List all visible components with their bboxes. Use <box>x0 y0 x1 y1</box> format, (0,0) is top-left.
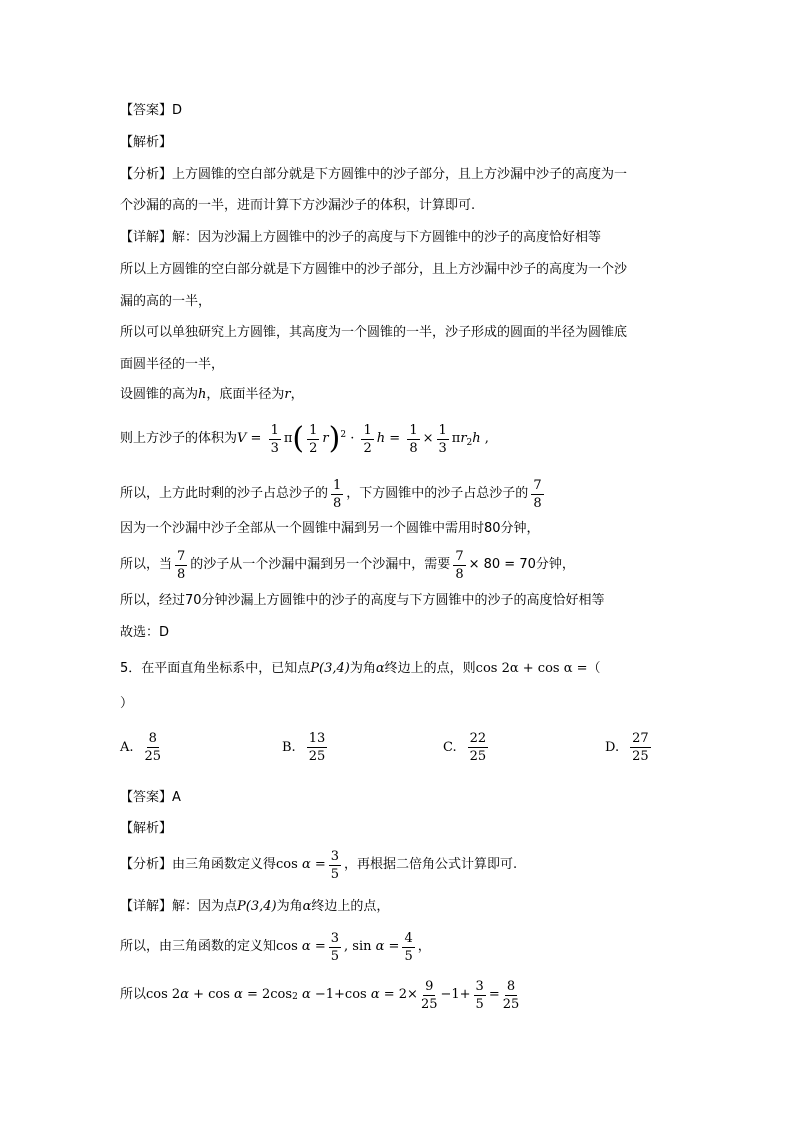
q5-cos-def: cos α = $\frac{3}{5}$ <box>276 848 340 882</box>
option-a-label: A. <box>120 740 134 755</box>
fraction-one-eighth: $\frac{1}{8}$ <box>333 477 342 511</box>
q5-detail-alpha: α <box>302 899 312 914</box>
q5-point: P(3,4) <box>310 661 350 676</box>
detail-text-1: 解：因为沙漏上方圆锥中的沙子的高度与下方圆锥中的沙子的高度恰好相等 <box>172 230 602 245</box>
q5-detail-tag: 【详解】 <box>120 899 173 914</box>
q5-stem-c: 终边上的点，则 <box>384 661 476 676</box>
detail-text-10a: 所以，当 <box>120 557 173 572</box>
option-d-fraction: $\frac{27}{25}$ <box>632 731 649 764</box>
var-h: h <box>198 387 207 402</box>
analysis-text-1: 上方圆锥的空白部分就是下方圆锥中的沙子部分，且上方沙漏中沙子的高度为一 <box>172 167 628 182</box>
q5-paren-close: ） <box>120 696 134 711</box>
q5-stem-a: 5．在平面直角坐标系中，已知点 <box>120 661 311 676</box>
detail-text-6a: 设圆锥的高为 <box>120 387 199 402</box>
detail-line-6 <box>120 386 304 404</box>
detail-text-6b: ，底面半径为 <box>206 387 285 402</box>
option-c-fraction: $\frac{22}{25}$ <box>469 731 487 764</box>
q5-paren-open: （ <box>587 661 601 676</box>
detail-line-3: 漏的高的一半， <box>120 294 212 309</box>
q5-analysis-tag: 【分析】 <box>120 857 173 872</box>
answer-line-prev: 【答案】D <box>120 103 183 118</box>
q5-detail-1 <box>120 898 389 916</box>
q5-detail-2b: ， <box>417 939 431 954</box>
var-r: r <box>284 387 291 402</box>
q5-detail-3 <box>120 975 522 1015</box>
q5-trig-values: cos α = $\frac{3}{5}$ , sin α = $\frac{4}{5}$ <box>276 930 413 964</box>
option-b[interactable] <box>282 732 330 763</box>
detail-line-10 <box>120 545 575 585</box>
option-a[interactable] <box>120 732 164 763</box>
analysis-line-1 <box>120 166 627 184</box>
q5-alpha: α <box>375 661 385 676</box>
q5-detail-point: P(3,4) <box>237 899 277 914</box>
analysis-tag: 【分析】 <box>120 167 173 182</box>
detail-line-1 <box>120 229 601 247</box>
option-b-fraction: $\frac{13}{25}$ <box>308 731 326 764</box>
fraction-seven-eighths-2: $\frac{7}{8}$ <box>177 548 186 582</box>
detail-line-4: 所以可以单独研究上方圆锥，其高度为一个圆锥的一半，沙子形成的圆面的半径为圆锥底 <box>120 325 628 340</box>
analysis-line-2: 个沙漏的高的一半，进而计算下方沙漏沙子的体积，计算即可. <box>120 198 476 213</box>
detail-line-9: 因为一个沙漏中沙子全部从一个圆锥中漏到另一个圆锥中需用时80分钟， <box>120 521 540 536</box>
volume-formula-line <box>120 418 489 460</box>
volume-formula: V = $\frac{1}{3}$ π ( $\frac{1}{2}$ r ) $^2$ · $\frac{1}{2}$ h = $\frac{1}{8}$ × $\frac{1}{3}$ π r $_2$ h , <box>237 421 489 456</box>
fraction-seven-eighths-3: $\frac{7}{8}$ <box>455 548 464 582</box>
q5-analysis-a: 由三角函数定义得 <box>172 857 277 872</box>
q5-detail-3a: 所以 <box>120 987 147 1002</box>
option-c[interactable] <box>443 732 491 763</box>
q5-expr: cos 2α + cos α = <box>475 661 588 676</box>
q5-detail-1c: 终边上的点， <box>311 899 390 914</box>
detail-tag: 【详解】 <box>120 230 173 245</box>
detail-text-6c: ， <box>290 387 304 402</box>
q5-answer: 【答案】A <box>120 790 181 805</box>
detail-line-11: 所以，经过70分钟沙漏上方圆锥中的沙子的高度与下方圆锥中的沙子的高度恰好相等 <box>120 593 605 608</box>
detail-text-10b: 的沙子从一个沙漏中漏到另一个沙漏中，需要 <box>190 557 451 572</box>
detail-text-8a: 所以，上方此时剩的沙子占总沙子的 <box>120 486 329 501</box>
q5-stem-b: 为角 <box>349 661 376 676</box>
detail-text-10c: × 80 = 70分钟， <box>468 557 575 572</box>
option-c-label: C. <box>443 740 457 755</box>
option-b-label: B. <box>282 740 296 755</box>
option-d[interactable] <box>605 732 654 763</box>
q5-analysis-b: ，再根据二倍角公式计算即可. <box>344 857 518 872</box>
q5-detail-2a: 所以，由三角函数的定义知 <box>120 939 277 954</box>
volume-formula-text: 则上方沙子的体积为 <box>120 431 238 446</box>
q5-detail-1a: 解：因为点 <box>172 899 238 914</box>
q5-analysis <box>120 845 517 885</box>
q5-final-computation: cos 2 α + cos α = 2cos 2 α −1+cos α = 2× $\frac{9}{25}$ −1+ $\frac{3}{5}$ = $\frac{8}{25}$ <box>146 978 520 1012</box>
detail-line-8 <box>120 474 547 514</box>
detail-text-8b: ，下方圆锥中的沙子占总沙子的 <box>346 486 529 501</box>
q5-stem <box>120 660 601 678</box>
option-d-label: D. <box>605 740 620 755</box>
q5-detail-2 <box>120 927 431 967</box>
q5-jiexi: 【解析】 <box>120 821 173 836</box>
detail-line-5: 面圆半径的一半， <box>120 357 225 372</box>
option-a-fraction: $\frac{8}{25}$ <box>144 731 162 764</box>
detail-line-12: 故选：D <box>120 625 170 640</box>
q5-detail-1b: 为角 <box>276 899 303 914</box>
jiexi-label-prev: 【解析】 <box>120 135 173 150</box>
detail-line-2: 所以上方圆锥的空白部分就是下方圆锥中的沙子部分，且上方沙漏中沙子的高度为一个沙 <box>120 262 628 277</box>
fraction-seven-eighths: $\frac{7}{8}$ <box>533 477 542 511</box>
